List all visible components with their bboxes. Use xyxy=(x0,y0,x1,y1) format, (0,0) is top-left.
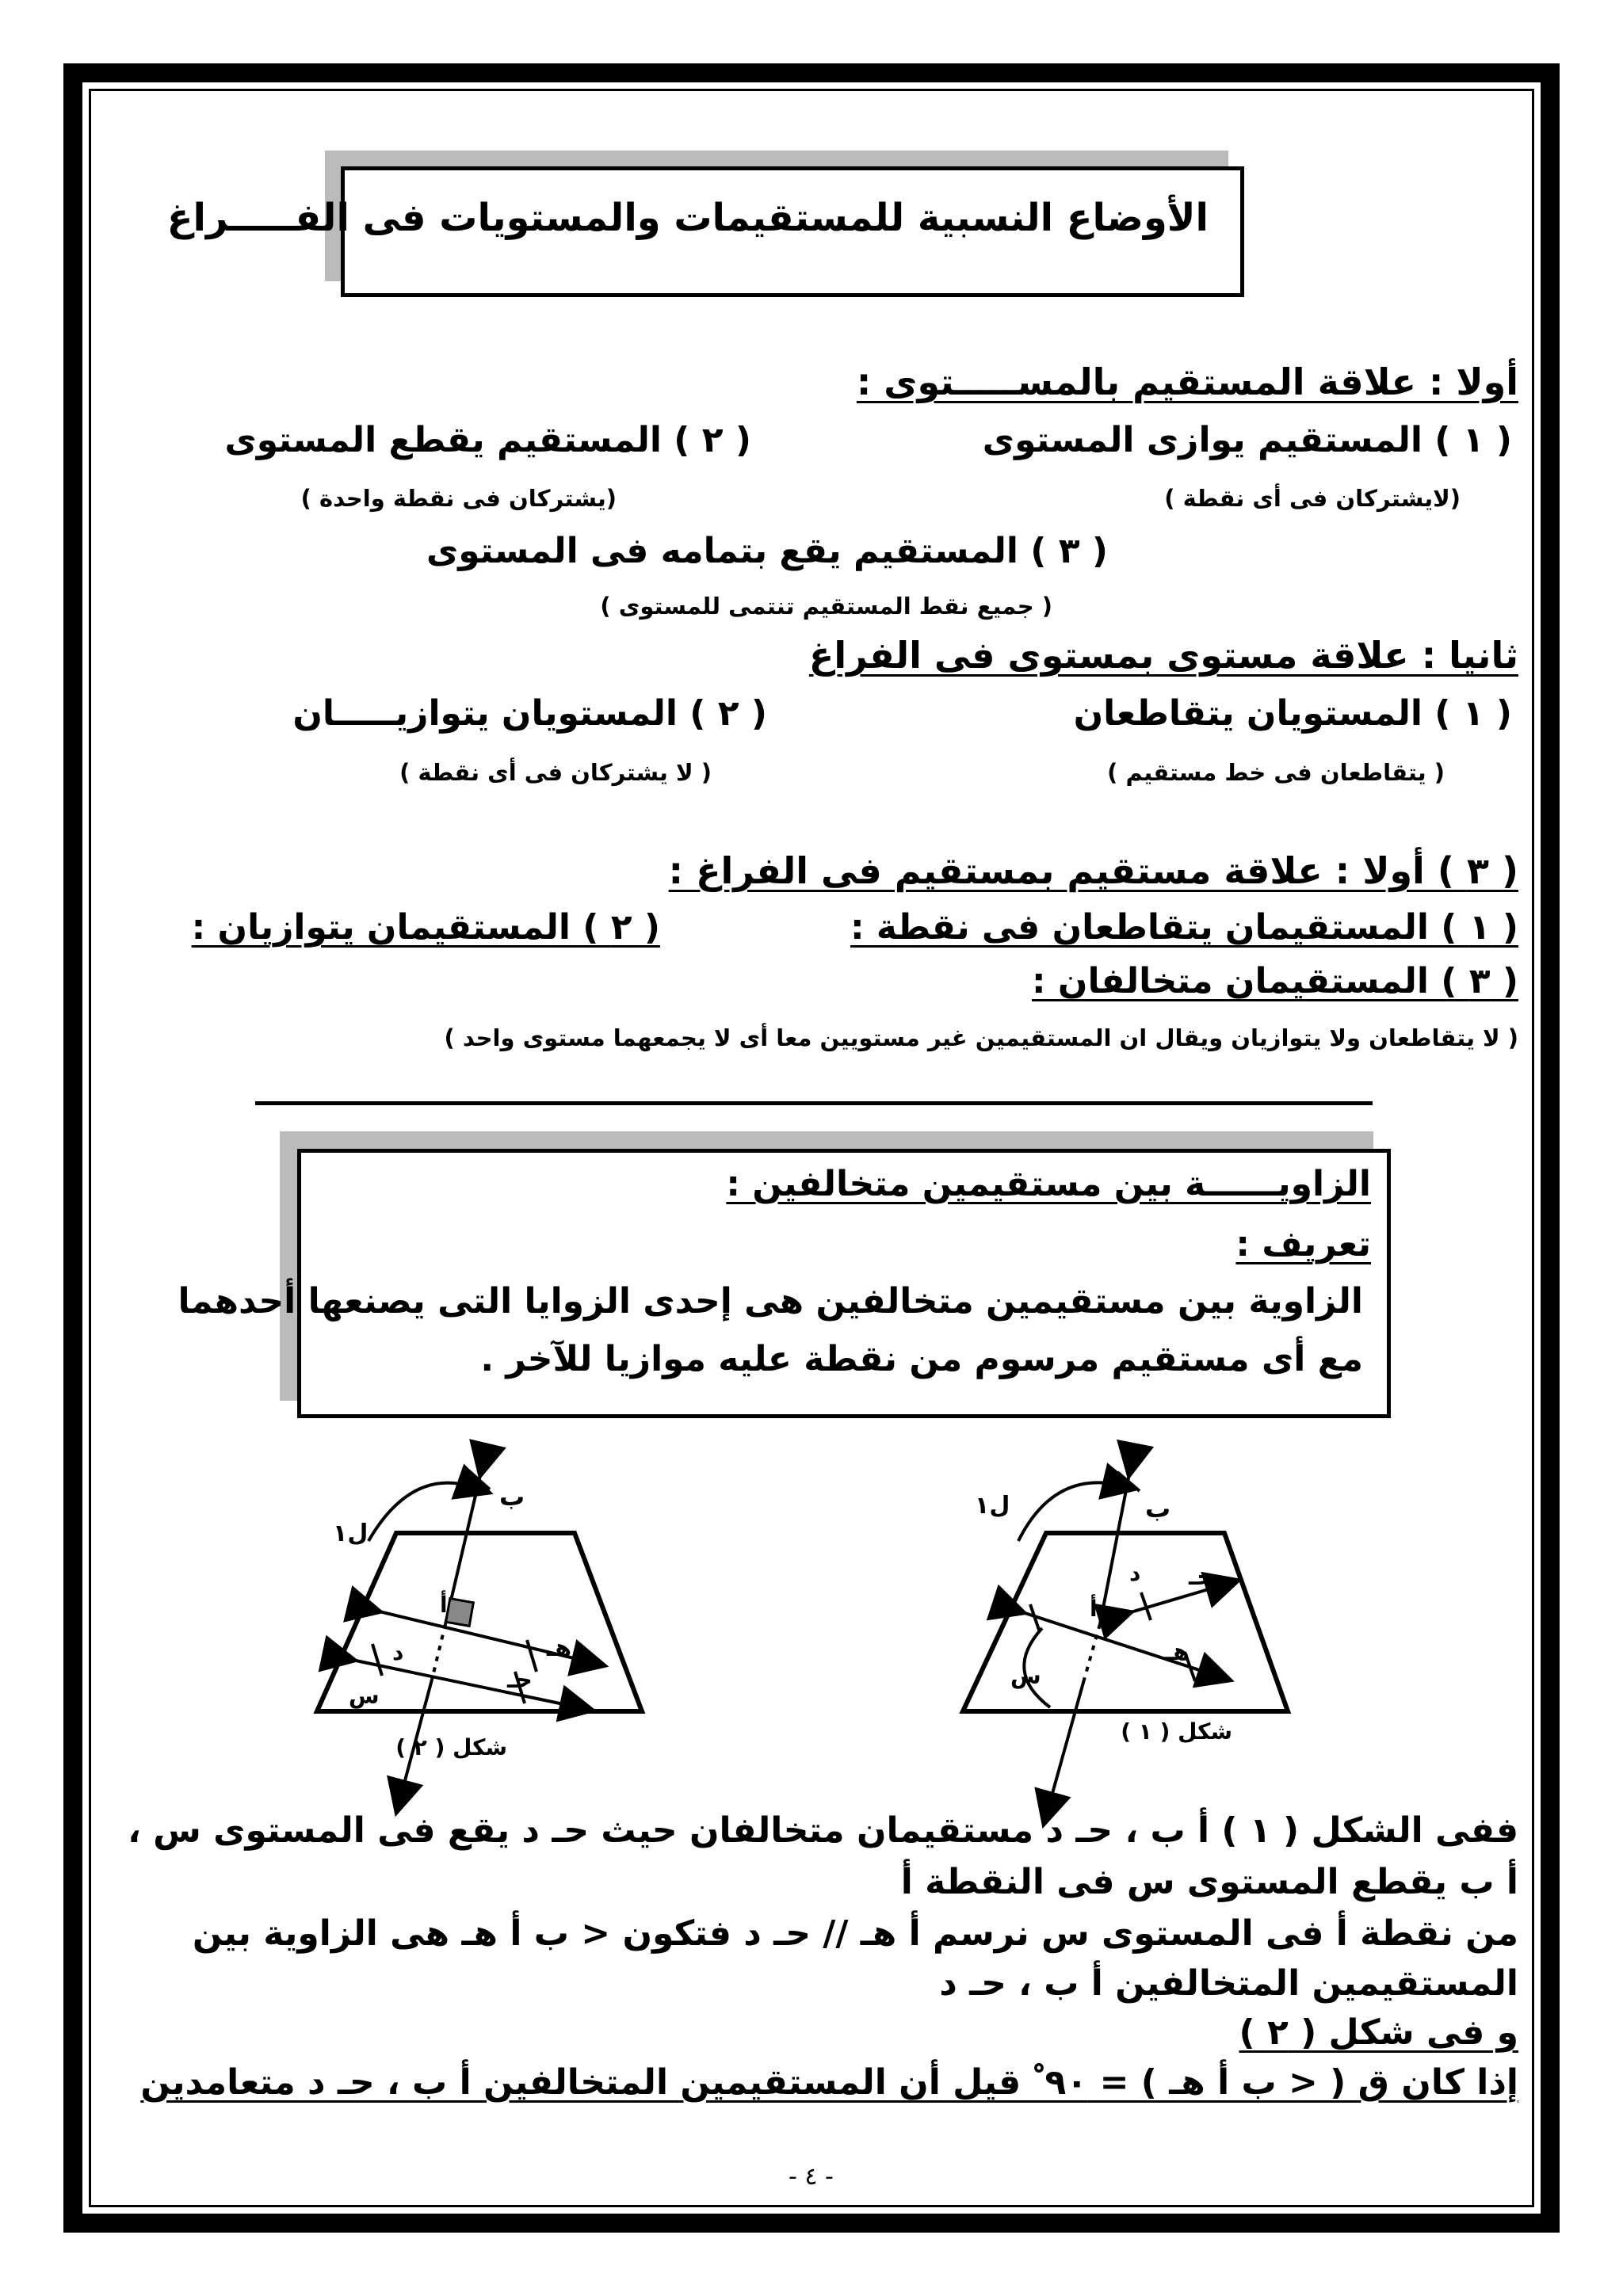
figure-2 xyxy=(317,1462,642,1798)
s3-case3: ( ٣ ) المستقيمان متخالفان : xyxy=(1031,961,1518,1001)
definition-line2: مع أى مستقيم مرسوم من نقطة عليه موازيا للآخر . xyxy=(480,1339,1363,1379)
s1-case1: ( ١ ) المستقيم يوازى المستوى xyxy=(982,420,1512,460)
fig2-label-l: ل١ xyxy=(333,1520,369,1547)
fig1-label-h: هـ xyxy=(1165,1638,1190,1666)
body-line6: إذا كان ق ( < ب أ هـ ) = ٩٠ ْ قيل أن المستقيمين المتخالفين أ ب ، حـ د متعامدين xyxy=(140,2062,1518,2103)
definition-heading: الزاويــــــة بين مستقيمين متخالفين : xyxy=(726,1164,1371,1204)
s2-case1: ( ١ ) المستويان يتقاطعان xyxy=(1073,693,1512,734)
s2-case1-note: ( يتقاطعان فى خط مستقيم ) xyxy=(1107,759,1445,786)
s3-note: ( لا يتقاطعان ولا يتوازيان ويقال ان المستقيمين غير مستويين معا أى لا يجمعهما مستوى واحد ) xyxy=(444,1024,1518,1051)
figure-1 xyxy=(963,1462,1288,1810)
fig2-label-b: ب xyxy=(499,1482,525,1512)
fig1-label-s: س xyxy=(1010,1663,1041,1689)
s2-case2: ( ٢ ) المستويان يتوازيـــــان xyxy=(292,693,767,734)
fig2-label-s: س xyxy=(349,1683,380,1709)
s3-case1: ( ١ ) المستقيمان يتقاطعان فى نقطة : xyxy=(850,907,1518,948)
section1-heading: أولا : علاقة المستقيم بالمســـــتوى : xyxy=(856,360,1518,403)
fig1-label-b: ب xyxy=(1145,1493,1171,1524)
fig1-label-c: حـ xyxy=(1189,1563,1214,1591)
fig1-label-d: د xyxy=(1129,1560,1141,1586)
body-line1: ففى الشكل ( ١ ) أ ب ، حـ د مستقيمان متخالفان حيث حـ د يقع فى المستوى س ، xyxy=(128,1810,1518,1851)
body-line4: المستقيمين المتخالفين أ ب ، حـ د xyxy=(939,1963,1518,2004)
section3-heading: ( ٣ ) أولا : علاقة مستقيم بمستقيم فى الفراغ : xyxy=(668,849,1518,892)
s1-case3-note: ( جميع نقط المستقيم تنتمى للمستوى ) xyxy=(600,593,1052,620)
s1-case3: ( ٣ ) المستقيم يقع بتمامه فى المستوى xyxy=(426,531,1108,571)
fig2-label-d: د xyxy=(392,1639,404,1665)
page-title: الأوضاع النسبية للمستقيمات والمستويات فى الفـــــراغ xyxy=(166,196,1209,240)
fig1-caption: شكل ( ١ ) xyxy=(1121,1718,1232,1745)
fig2-caption: شكل ( ٢ ) xyxy=(395,1734,507,1760)
s1-case1-note: (لايشتركان فى أى نقطة ) xyxy=(1164,485,1461,512)
body-line3: من نقطة أ فى المستوى س نرسم أ هـ // حـ د فتكون < ب أ هـ هى الزاوية بين xyxy=(192,1913,1518,1954)
body-line2: أ ب يقطع المستوى س فى النقطة أ xyxy=(900,1862,1518,1902)
fig2-label-a: أ xyxy=(440,1592,448,1618)
s2-case2-note: ( لا يشتركان فى أى نقطة ) xyxy=(399,759,712,786)
fig1-label-a: أ xyxy=(1090,1596,1098,1622)
body-line5: و فى شكل ( ٢ ) xyxy=(1239,2012,1518,2053)
definition-subheading: تعريف : xyxy=(1235,1224,1371,1264)
s3-case2: ( ٢ ) المستقيمان يتوازيان : xyxy=(191,907,660,948)
s1-case2: ( ٢ ) المستقيم يقطع المستوى xyxy=(224,420,751,460)
fig1-label-l: ل١ xyxy=(975,1492,1010,1520)
definition-line1: الزاوية بين مستقيمين متخالفين هى إحدى الزوايا التى يصنعها أحدهما xyxy=(178,1281,1363,1322)
page-number: - ٤ - xyxy=(789,2163,834,2191)
section2-heading: ثانيا : علاقة مستوى بمستوى فى الفراغ xyxy=(808,634,1518,677)
fig2-label-h: هـ xyxy=(547,1634,572,1662)
fig2-label-c: حـ xyxy=(507,1666,533,1694)
s1-case2-note: (يشتركان فى نقطة واحدة ) xyxy=(300,485,617,512)
